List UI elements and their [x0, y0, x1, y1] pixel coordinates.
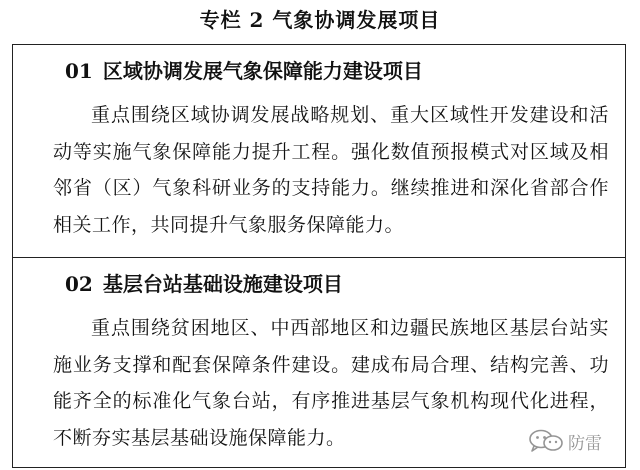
- section-body: 重点围绕区域协调发展战略规划、重大区域性开发建设和活动等实施气象保障能力提升工程。强化数值预报模式对区域及相邻省（区）气象科研业务的支持能力。继续推进和深化省部合作相关工作，共同提升气象服务保障能力。: [53, 104, 609, 236]
- section-heading: [65, 270, 343, 298]
- watermark-text: 防雷: [568, 433, 602, 454]
- page-title: 专栏 2 气象协调发展项目: [199, 8, 441, 32]
- project-section-01: [13, 45, 625, 257]
- column-box: [12, 44, 626, 468]
- watermark: [528, 428, 602, 454]
- section-number: 01: [65, 59, 93, 83]
- section-title: 区域协调发展气象保障能力建设项目: [102, 59, 423, 83]
- wechat-logo-icon: [528, 429, 564, 453]
- section-title: 基层台站基础设施建设项目: [102, 272, 343, 296]
- section-number: 02: [65, 272, 93, 296]
- section-body: 重点围绕贫困地区、中西部地区和边疆民族地区基层台站实施业务支撑和配套保障条件建设。建成布局合理、结构完善、功能齐全的标准化气象台站，有序推进基层气象机构现代化进程，不断夯实基层基础设施保障能力。: [53, 317, 609, 449]
- section-heading: [65, 57, 423, 85]
